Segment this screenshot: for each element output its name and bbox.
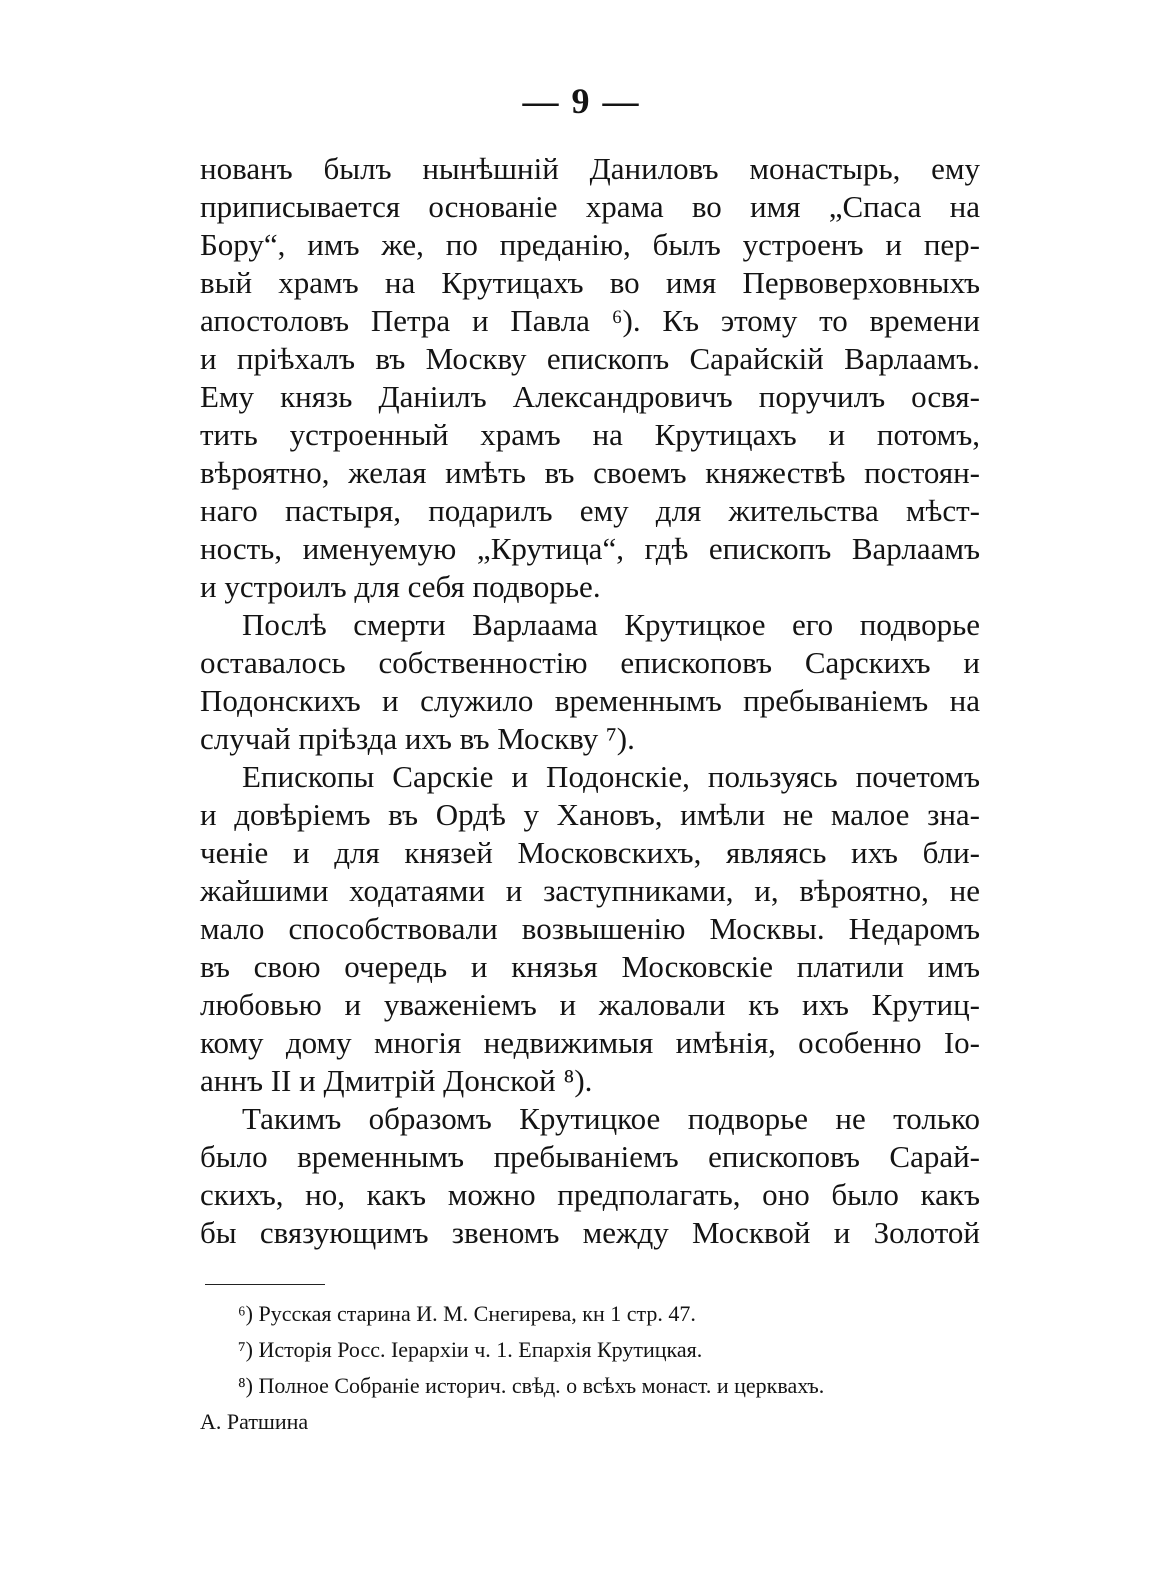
text-line: Подонскихъ и служило временнымъ пребываніемъ на xyxy=(200,683,980,718)
text-line: апостоловъ Петра и Павла ⁶). Къ этому то времени xyxy=(200,303,980,338)
text-line: наго пастыря, подарилъ ему для жительства мѣст- xyxy=(200,493,980,528)
text-line: и пріѣхалъ въ Москву епископъ Сарайскій Варлаамъ. xyxy=(200,341,980,376)
text-line: мало способствовали возвышенію Москвы. Недаромъ xyxy=(200,911,980,946)
text-line: и довѣріемъ въ Ордѣ у Хановъ, имѣли не малое зна- xyxy=(200,797,980,832)
text-line: въ свою очередь и князья Московскіе платили имъ xyxy=(200,949,980,984)
text-line: вый храмъ на Крутицахъ во имя Первоверховныхъ xyxy=(200,265,980,300)
text-line: нованъ былъ нынѣшній Даниловъ монастырь, ему xyxy=(200,151,980,186)
text-line: тить устроенный храмъ на Крутицахъ и потомъ, xyxy=(200,417,980,452)
text-line: ченіе и для князей Московскихъ, являясь ихъ бли- xyxy=(200,835,980,870)
text-line: бы связующимъ звеномъ между Москвой и Золотой xyxy=(200,1215,980,1250)
text-line: кому дому многія недвижимыя имѣнія, особенно Іо- xyxy=(200,1025,980,1060)
page-number: — 9 — xyxy=(522,81,641,121)
text-line: аннъ II и Дмитрій Донской ⁸). xyxy=(200,1063,593,1098)
footnote: ⁸) Полное Собраніе историч. свѣд. о всѣхъ монаст. и церквахъ. xyxy=(238,1373,825,1398)
footnote: ⁷) Исторія Росс. Іерархіи ч. 1. Епархія Крутицкая. xyxy=(238,1337,703,1362)
text-line: жайшими ходатаями и заступниками, и, вѣроятно, не xyxy=(200,873,980,908)
paragraph-first-line: Такимъ образомъ Крутицкое подворье не только xyxy=(242,1101,980,1136)
text-line: любовью и уваженіемъ и жаловали къ ихъ Крутиц- xyxy=(200,987,980,1022)
text-line: приписывается основаніе храма во имя „Спаса на xyxy=(200,189,980,224)
paragraph-first-line: Епископы Сарскіе и Подонскіе, пользуясь почетомъ xyxy=(242,759,980,794)
text-line: оставалось собственностію епископовъ Сарскихъ и xyxy=(200,645,980,680)
main-text xyxy=(200,150,980,1252)
text-line: случай пріѣзда ихъ въ Москву ⁷). xyxy=(200,721,635,756)
text-line: и устроилъ для себя подворье. xyxy=(200,569,601,604)
text-line: было временнымъ пребываніемъ епископовъ Сарай- xyxy=(200,1139,980,1174)
text-line: Ему князь Даніилъ Александровичъ поручилъ освя- xyxy=(200,379,980,414)
footnote: ⁶) Русская старина И. М. Снегирева, кн 1 стр. 47. xyxy=(238,1301,696,1326)
text-line: вѣроятно, желая имѣть въ своемъ княжествѣ постоян- xyxy=(200,455,980,490)
footnotes xyxy=(200,1296,980,1440)
paragraph-first-line: Послѣ смерти Варлаама Крутицкое его подворье xyxy=(242,607,980,642)
footnote-separator xyxy=(205,1284,325,1285)
text-line: ность, именуемую „Крутица“, гдѣ епископъ Варлаамъ xyxy=(200,531,980,566)
footnote-continuation: А. Ратшина xyxy=(200,1409,309,1434)
text-line: скихъ, но, какъ можно предполагать, оно было какъ xyxy=(200,1177,980,1212)
text-line: Бору“, имъ же, по преданію, былъ устроенъ и пер- xyxy=(200,227,980,262)
